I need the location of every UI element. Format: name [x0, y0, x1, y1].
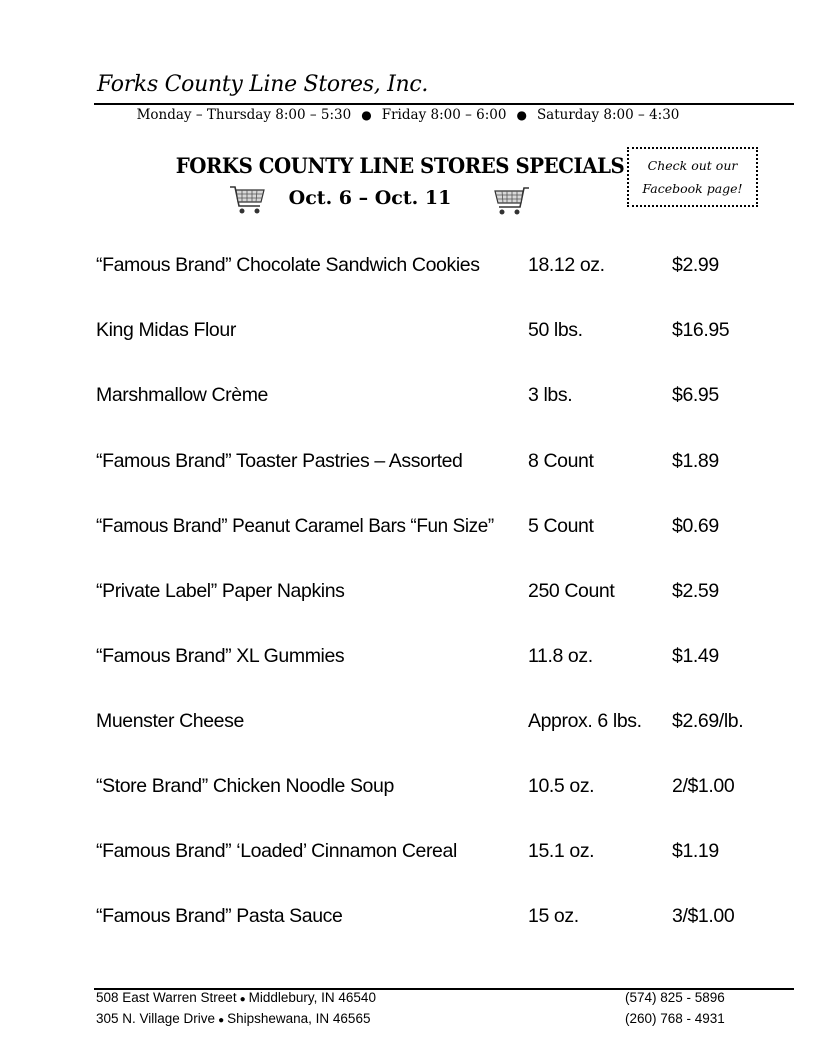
item-name: “Famous Brand” Peanut Caramel Bars “Fun Size” [96, 515, 494, 537]
list-item [96, 775, 796, 805]
location-phone: (574) 825 - 5896 [625, 990, 725, 1005]
item-size: 11.8 oz. [528, 645, 593, 667]
item-name: “Famous Brand” XL Gummies [96, 645, 345, 667]
item-price: $2.59 [672, 580, 719, 602]
item-price: $1.19 [672, 840, 719, 862]
item-name: “Store Brand” Chicken Noodle Soup [96, 775, 394, 797]
list-item [96, 254, 796, 284]
list-item [96, 450, 796, 480]
item-size: 8 Count [528, 450, 594, 472]
hours-friday: Friday 8:00 – 6:00 [381, 107, 507, 123]
item-price: $0.69 [672, 515, 719, 537]
list-item [96, 580, 796, 610]
list-item [96, 905, 796, 935]
item-price: $1.89 [672, 450, 719, 472]
item-size: 15 oz. [528, 905, 579, 927]
item-size: Approx. 6 lbs. [528, 710, 642, 732]
item-price: $2.99 [672, 254, 719, 276]
item-name: King Midas Flour [96, 319, 236, 341]
item-price: $6.95 [672, 384, 719, 406]
store-hours [0, 107, 816, 123]
item-name: “Famous Brand” ‘Loaded’ Cinnamon Cereal [96, 840, 457, 862]
address-separator: ● [218, 1015, 225, 1026]
item-size: 50 lbs. [528, 319, 583, 341]
item-price: 3/$1.00 [672, 905, 735, 927]
address-city: Middlebury, IN 46540 [248, 990, 376, 1005]
item-price: 2/$1.00 [672, 775, 735, 797]
shopping-cart-icon [493, 183, 531, 217]
item-size: 3 lbs. [528, 384, 573, 406]
item-name: “Private Label” Paper Napkins [96, 580, 345, 602]
item-price: $16.95 [672, 319, 730, 341]
item-name: “Famous Brand” Chocolate Sandwich Cookies [96, 254, 480, 276]
item-price: $2.69/lb. [672, 710, 744, 732]
facebook-callout [627, 147, 758, 207]
specials-dates: Oct. 6 – Oct. 11 [288, 187, 452, 209]
facebook-callout-line2: Facebook page! [642, 181, 743, 196]
item-size: 15.1 oz. [528, 840, 595, 862]
list-item [96, 384, 796, 414]
specials-title: FORKS COUNTY LINE STORES SPECIALS [175, 153, 625, 178]
location-phone: (260) 768 - 4931 [625, 1011, 725, 1026]
list-item [96, 319, 796, 349]
address-street: 508 East Warren Street [96, 990, 237, 1005]
location-address [96, 990, 376, 1005]
item-price: $1.49 [672, 645, 719, 667]
shopping-cart-icon [228, 182, 266, 216]
list-item [96, 645, 796, 675]
company-name: Forks County Line Stores, Inc. [97, 72, 429, 97]
list-item [96, 840, 796, 870]
hours-separator: ● [361, 108, 372, 122]
address-separator: ● [239, 994, 246, 1005]
header-divider [94, 103, 794, 105]
item-size: 18.12 oz. [528, 254, 605, 276]
item-name: Marshmallow Crème [96, 384, 268, 406]
address-street: 305 N. Village Drive [96, 1011, 216, 1026]
location-address [96, 1011, 370, 1026]
hours-weekdays: Monday – Thursday 8:00 – 5:30 [136, 107, 352, 123]
footer-location [96, 990, 796, 1010]
item-size: 10.5 oz. [528, 775, 595, 797]
list-item [96, 710, 796, 740]
item-name: “Famous Brand” Pasta Sauce [96, 905, 343, 927]
item-name: “Famous Brand” Toaster Pastries – Assorted [96, 450, 463, 472]
item-name: Muenster Cheese [96, 710, 244, 732]
item-size: 5 Count [528, 515, 594, 537]
hours-saturday: Saturday 8:00 – 4:30 [536, 107, 680, 123]
footer-location [96, 1011, 796, 1031]
item-size: 250 Count [528, 580, 615, 602]
facebook-callout-line1: Check out our [647, 158, 738, 173]
hours-separator: ● [516, 108, 527, 122]
list-item [96, 515, 796, 545]
address-city: Shipshewana, IN 46565 [227, 1011, 371, 1026]
